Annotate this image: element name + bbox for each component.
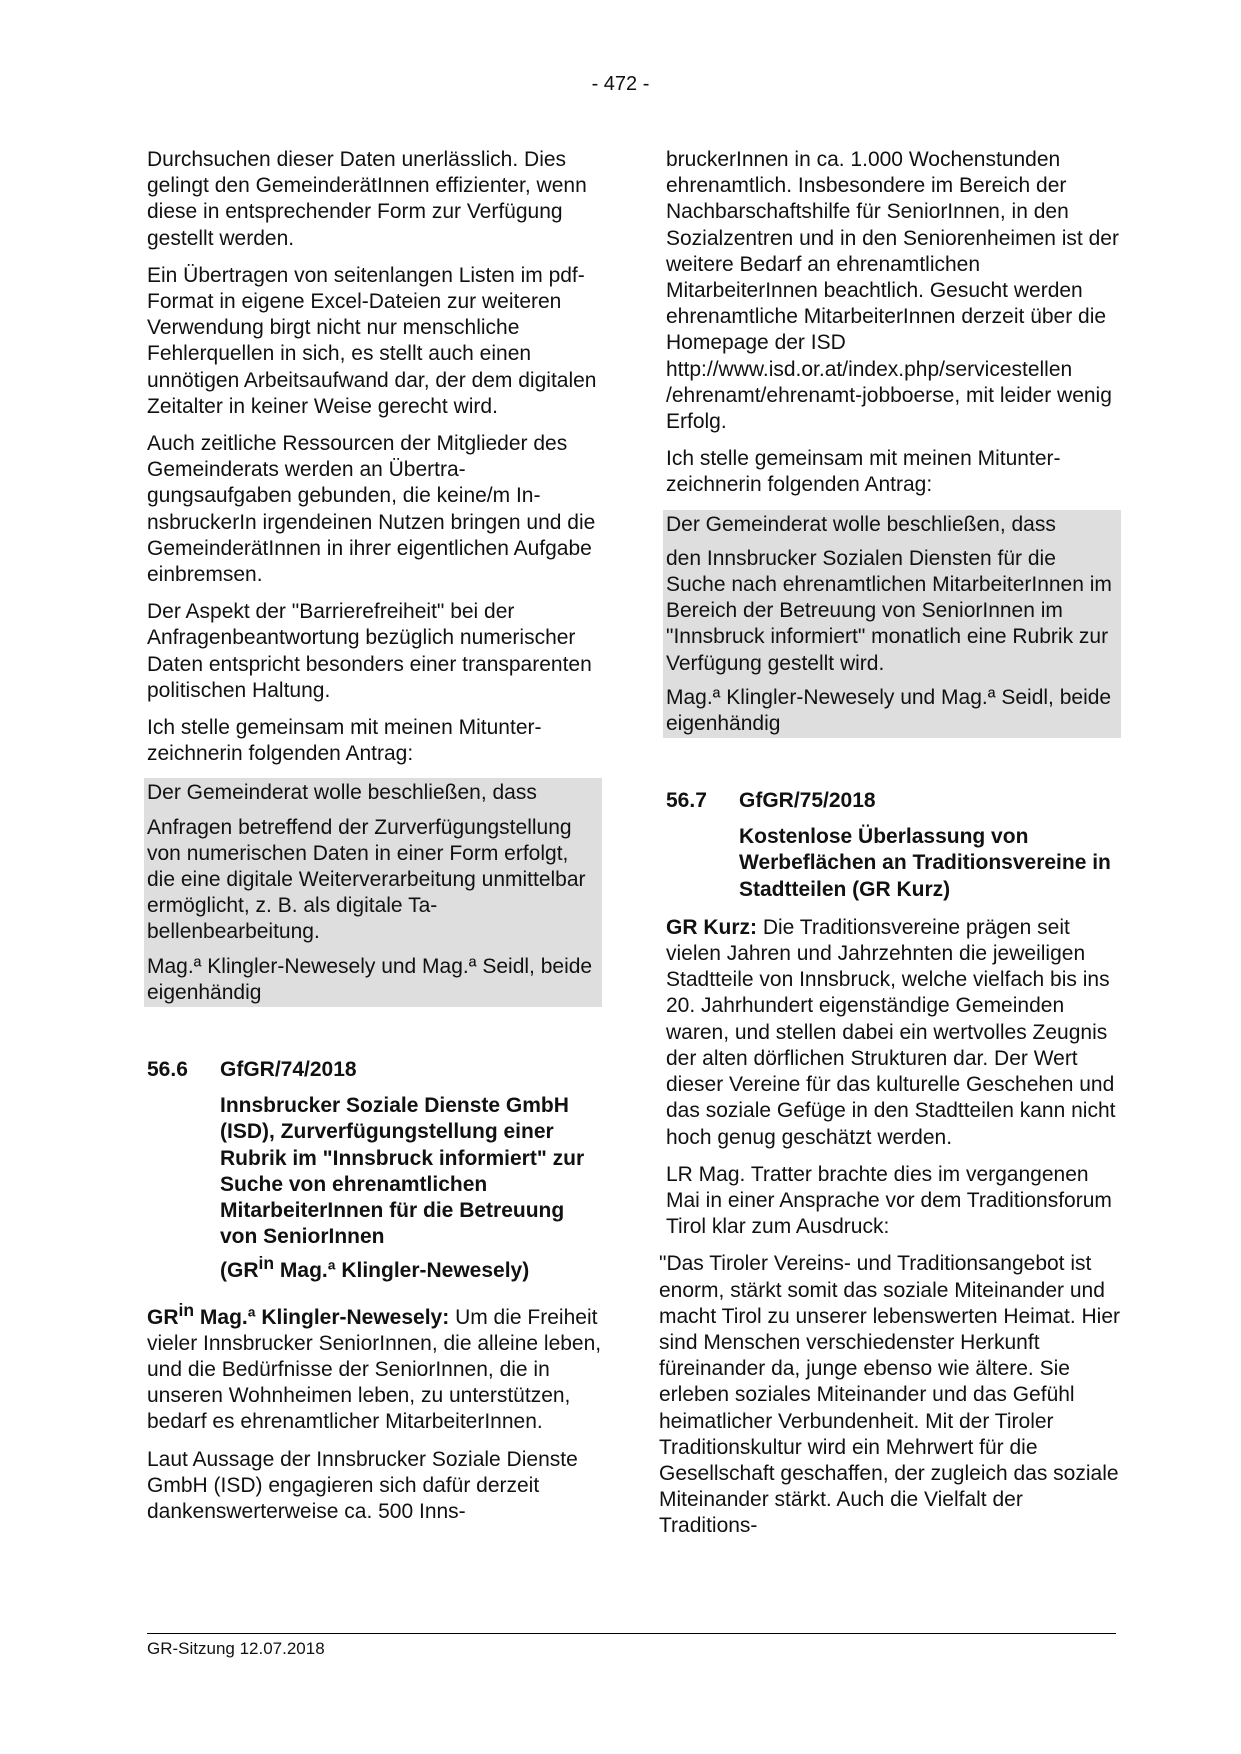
section-title: [220, 1093, 602, 1284]
motion-intro: Der Gemeinderat wolle beschließen, dass: [666, 512, 1056, 536]
motion-intro: Der Gemeinderat wolle beschließen, dass: [147, 781, 537, 805]
paragraph: Der Aspekt der "Barrierefreiheit" bei der Anfragenbeantwortung bezüglich numerischer Daten entspricht besonders einer transparenten politischen Haltung.: [147, 600, 592, 702]
quote-paragraph: "Das Tiroler Vereins- und Traditionsangebot ist enorm, stärkt somit das soziale Miteinander und macht Tirol zu unserer lebenswerten Heimat. Hier sind Menschen verschiedenster Herkunft füreinander da, junge ebenso wie ältere. Sie erleben soziales Miteinander und das Gefühl heimatlicher Verbundenheit. Mit der Tiroler Traditionskultur wird ein Mehrwert für die Gesellschaft geschaffen, der zugleich das soziale Miteinander stärkt. Auch die Vielfalt der Traditions-: [659, 1252, 1121, 1538]
paragraph: Ein Übertragen von seitenlangen Listen im pdf-Format in eigene Excel-Dateien zur weiteren Verwendung birgt nicht nur menschliche Fehlerquellen in sich, es stellt auch einen unnötigen Arbeitsaufwand dar, der dem digitalen Zeitalter in keiner Weise gerecht wird.: [147, 263, 597, 418]
section-title-rest: Mag.ª Klingler-Newesely): [274, 1259, 530, 1283]
speaker-name: [147, 1299, 450, 1329]
speech-text: Um die Freiheit vieler Innsbrucker SeniorInnen, die alleine leben, und die Bedürfnisse der SeniorInnen, die in unseren Wohnheimen leben, zu unterstützen, bedarf es ehrenamtlicher MitarbeiterInnen.: [147, 1305, 602, 1434]
speech-paragraph: [147, 1297, 602, 1436]
section-title-sup: in: [258, 1253, 275, 1274]
motion-signatures: Mag.ª Klingler-Newesely und Mag.ª Seidl, beide eigenhändig: [666, 685, 1112, 736]
paragraph: Ich stelle gemeinsam mit meinen Mitunterzeichnerin folgenden Antrag:: [147, 716, 542, 766]
speaker-rest: Mag.ª Klingler-Newesely:: [194, 1305, 450, 1329]
motion-body: Anfragen betreffend der Zurverfügungstellung von numerischen Daten in einer Form erfolgt, die eine digitale Weiterverarbeitung unmittelbar ermöglicht, z. B. als digitale Tabellenbearbeitung.: [147, 815, 586, 944]
paragraph: Ich stelle gemeinsam mit meinen Mitunterzeichnerin folgenden Antrag:: [666, 447, 1061, 497]
page-number: - 472 -: [591, 73, 650, 95]
section-reference: GfGR/75/2018: [739, 789, 876, 813]
speaker-name: GR Kurz:: [666, 915, 757, 939]
motion-signatures: Mag.ª Klingler-Newesely und Mag.ª Seidl, beide eigenhändig: [147, 954, 593, 1004]
speaker-gr: GR: [147, 1305, 179, 1329]
footer-text: GR-Sitzung 12.07.2018: [147, 1639, 325, 1658]
paragraph: Laut Aussage der Innsbrucker Soziale Dienste GmbH (ISD) engagieren sich dafür derzeit dankenswerterweise ca. 500 Inns-: [147, 1447, 578, 1523]
motion-box: [144, 778, 602, 1007]
section-title-gr: (GR: [220, 1259, 259, 1283]
paragraph: bruckerInnen in ca. 1.000 Wochenstunden ehrenamtlich. Insbesondere im Bereich der Nachbarschaftshilfe für SeniorInnen, in den Sozialzentren und in den Seniorenheimen ist der weitere Bedarf an ehrenamtlichen MitarbeiterInnen beachtlich. Gesucht werden ehrenamtliche MitarbeiterInnen derzeit über die Homepage der ISD http://www.isd.or.at/index.php/servicestellen /ehrenamt/ehrenamt-jobboerse, mit leider wenig Erfolg.: [666, 148, 1119, 434]
speech-text: Die Traditionsvereine prägen seit vielen Jahren und Jahrzehnten die jeweiligen Stadtteile von Innsbruck, welche vielfach bis ins 20. Jahrhundert eigenständige Gemeinden waren, und stellen dabei ein wertvolles Zeugnis der alten dörflichen Strukturen dar. Der Wert dieser Vereine für das kulturelle Geschehen und das soziale Gefüge in den Stadtteilen kann nicht hoch genug geschätzt werden.: [666, 915, 1116, 1149]
section-number: 56.6: [147, 1058, 188, 1082]
footer-divider: [147, 1633, 1116, 1634]
section-heading: [147, 1057, 602, 1083]
paragraph: Durchsuchen dieser Daten unerlässlich. Dies gelingt den GemeinderätInnen effizienter, wenn diese in entsprechender Form zur Verfügung gestellt werden.: [147, 148, 587, 250]
section-number: 56.7: [666, 789, 707, 813]
left-column: [147, 147, 602, 1536]
right-column: [659, 147, 1121, 1551]
section-title: Kostenlose Überlassung von Werbeflächen an Traditionsvereine in Stadtteilen (GR Kurz): [739, 825, 1111, 901]
paragraph: Auch zeitliche Ressourcen der Mitglieder des Gemeinderats werden an Übertragungsaufgaben gebunden, die keine/m InnsbruckerIn irgendeinen Nutzen bringen und die GemeinderätInnen in ihrer eigentlichen Aufgabe einbremsen.: [147, 432, 596, 587]
motion-body: den Innsbrucker Sozialen Diensten für die Suche nach ehrenamtlichen MitarbeiterInnen im Bereich der Betreuung von SeniorInnen im "Innsbruck informiert" monatlich eine Rubrik zur Verfügung gestellt wird.: [666, 546, 1112, 675]
speaker-sup: in: [178, 1299, 195, 1320]
speech-paragraph: [666, 915, 1121, 1151]
section-title-text: Innsbrucker Soziale Dienste GmbH (ISD), Zurverfügungstellung einer Rubrik im "Innsbruck informiert" zur Suche von ehrenamtlichen MitarbeiterInnen für die Betreuung von SeniorInnen: [220, 1094, 585, 1249]
section-reference: GfGR/74/2018: [220, 1058, 357, 1082]
section-heading: [666, 788, 1121, 814]
paragraph: LR Mag. Tratter brachte dies im vergangenen Mai in einer Ansprache vor dem Traditionsforum Tirol klar zum Ausdruck:: [666, 1162, 1112, 1239]
motion-box: [663, 510, 1121, 739]
